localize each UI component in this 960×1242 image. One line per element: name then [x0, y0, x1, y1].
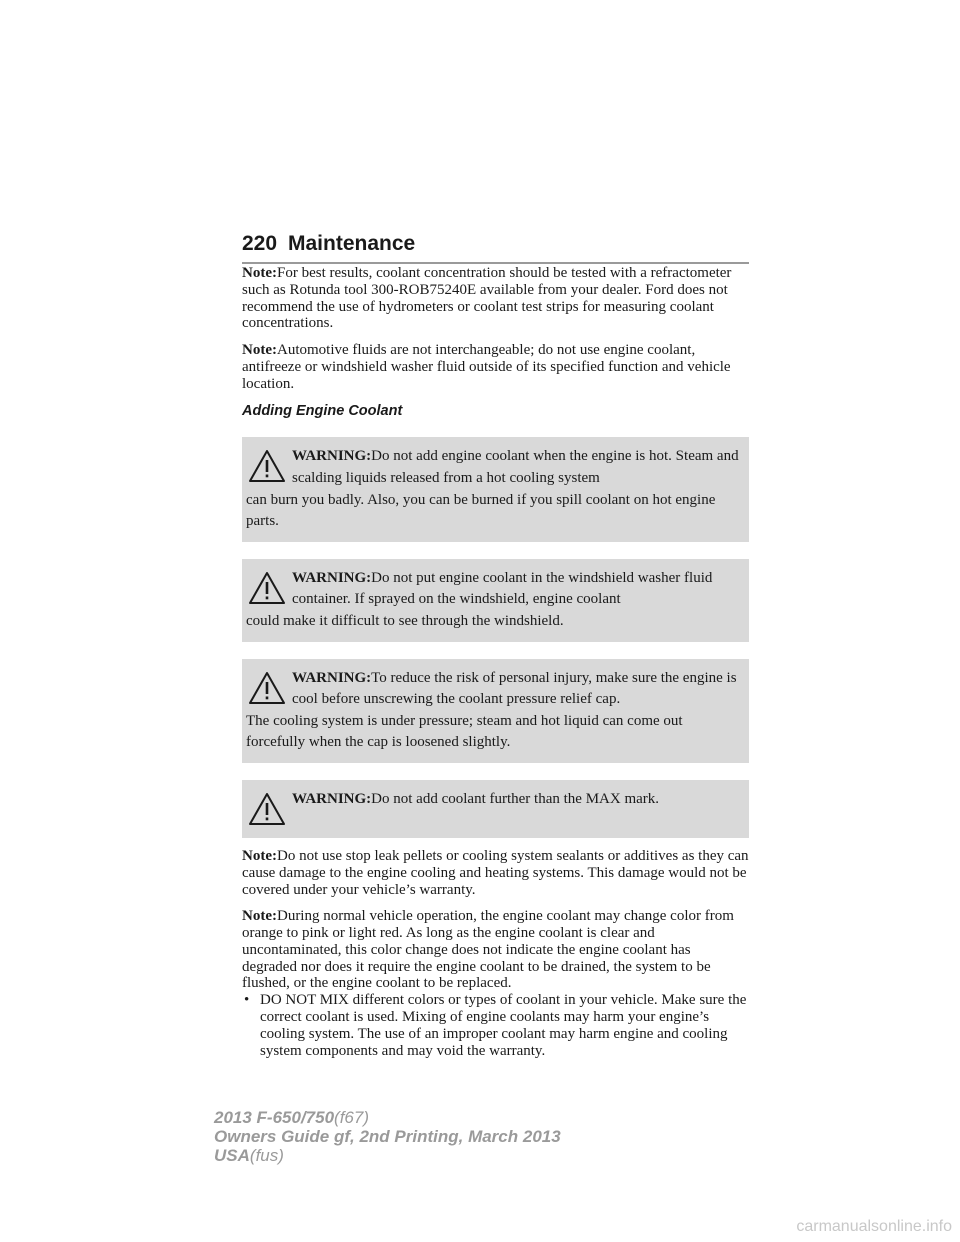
note-label: Note:	[242, 908, 277, 925]
page-number: 220	[242, 232, 278, 255]
warning-triangle-icon	[246, 789, 288, 829]
note-label: Note:	[242, 342, 277, 359]
warning-label: WARNING:	[292, 669, 372, 686]
warning-label: WARNING:	[292, 448, 372, 465]
watermark: carmanualsonline.info	[796, 1218, 952, 1235]
warning-text-continued: can burn you badly. Also, you can be burned if you spill coolant on hot engine parts.	[246, 491, 716, 530]
warning-triangle-icon	[246, 446, 288, 486]
warning-text-continued: The cooling system is under pressure; steam and hot liquid can come out forcefully when the cap is loosened slightly.	[246, 712, 683, 751]
list-item	[242, 992, 749, 1059]
note-paragraph	[242, 908, 749, 992]
note-label: Note:	[242, 847, 277, 864]
warning-label: WARNING:	[292, 569, 372, 586]
page-header	[242, 228, 749, 264]
footer-model-code: (f67)	[334, 1108, 370, 1127]
footer-printing: Owners Guide gf, 2nd Printing, March 2013	[214, 1127, 561, 1146]
warning-label: WARNING:	[292, 790, 372, 807]
warning-box	[242, 780, 749, 838]
note-text: Do not use stop leak pellets or cooling system sealants or additives as they can cause damage to the engine cooling and heating systems. This damage would not be covered under your vehicle’s warranty.	[242, 847, 749, 898]
warning-triangle-icon	[246, 568, 288, 608]
note-paragraph	[242, 848, 749, 898]
warning-text: Do not add engine coolant when the engine is hot. Steam and scalding liquids released from a hot cooling system	[292, 448, 739, 486]
note-label: Note:	[242, 265, 277, 281]
note-paragraph	[242, 265, 749, 332]
section-title: Maintenance	[288, 232, 416, 255]
subheading: Adding Engine Coolant	[242, 402, 403, 419]
note-text: For best results, coolant concentration should be tested with a refractometer such as Rotunda tool 300-ROB75240E available from your dealer. Ford does not recommend the use of hydrometers or coolant test strips for measuring coolant concentrations.	[242, 265, 732, 332]
page-content	[242, 265, 749, 1059]
page-footer	[214, 1108, 561, 1165]
warning-text: To reduce the risk of personal injury, make sure the engine is cool before unscrewing the coolant pressure relief cap.	[292, 669, 737, 708]
warning-box	[242, 559, 749, 642]
note-text: During normal vehicle operation, the engine coolant may change color from orange to pink or light red. As long as the engine coolant is clear and uncontaminated, this color change does not indicate the engine coolant has degraded nor does it require the engine coolant to be drained, the system to be flushed, or the engine coolant to be replaced.	[242, 908, 734, 992]
footer-region-code: (fus)	[249, 1146, 284, 1165]
warning-text: Do not put engine coolant in the windshield washer fluid container. If sprayed on the windshield, engine coolant	[292, 569, 713, 608]
note-text: Automotive fluids are not interchangeable; do not use engine coolant, antifreeze or windshield washer fluid outside of its specified function and vehicle location.	[242, 342, 731, 392]
warning-text: Do not add coolant further than the MAX mark.	[371, 790, 660, 807]
footer-model: 2013 F-650/750	[214, 1108, 335, 1127]
warning-box	[242, 659, 749, 763]
bullet-list	[242, 992, 749, 1059]
bullet-symbol: •	[244, 992, 250, 1009]
list-item-text: DO NOT MIX different colors or types of coolant in your vehicle. Make sure the correct coolant is used. Mixing of engine coolants may harm your engine’s cooling system. The use of an improper coolant may harm engine and cooling system components and may void the warranty.	[260, 992, 747, 1059]
warning-box	[242, 437, 749, 541]
warning-text-continued: could make it difficult to see through the windshield.	[246, 612, 564, 629]
footer-region: USA	[214, 1146, 250, 1165]
note-paragraph	[242, 342, 749, 392]
warning-triangle-icon	[246, 668, 288, 708]
